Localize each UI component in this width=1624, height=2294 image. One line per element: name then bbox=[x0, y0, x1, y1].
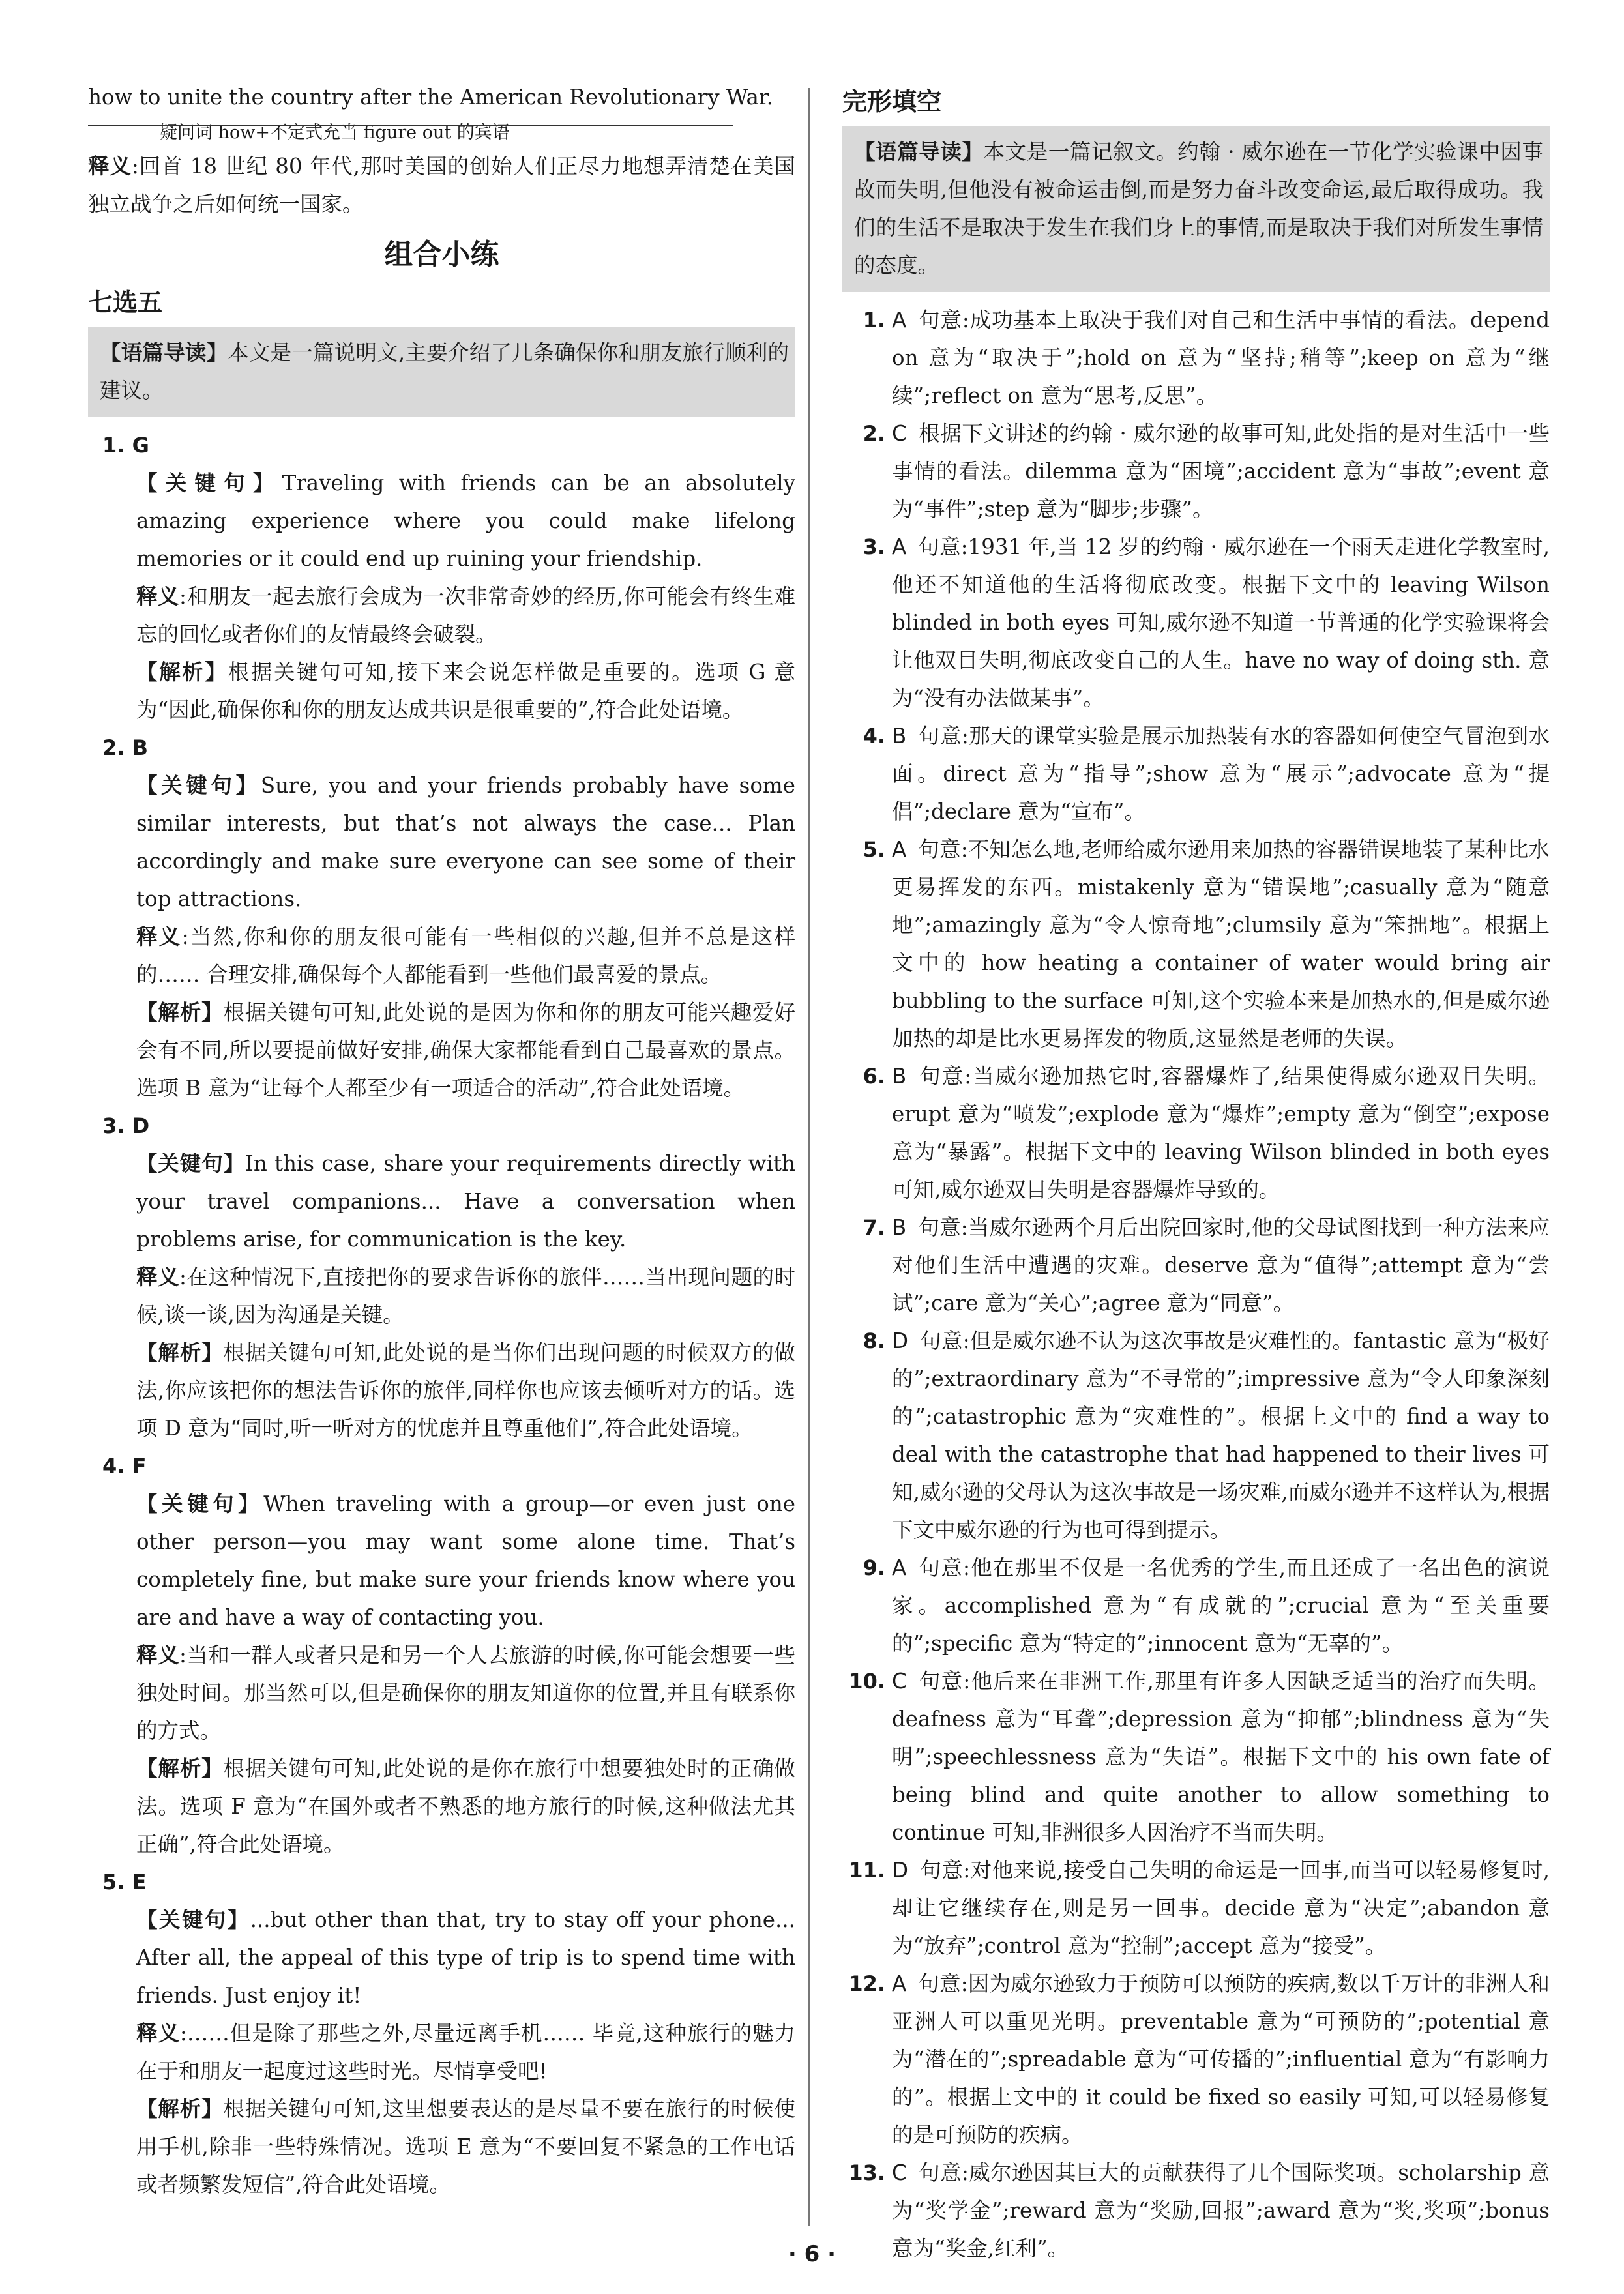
gloss bbox=[136, 2014, 795, 2090]
guide-label: 【语篇导读】 bbox=[100, 340, 228, 365]
gloss-text: :在这种情况下,直接把你的要求告诉你的旅伴……当出现问题的时候,谈一谈,因为沟通是关键。 bbox=[136, 1265, 795, 1327]
cloze-answer-item bbox=[842, 301, 1550, 415]
key-sentence bbox=[136, 1901, 795, 2014]
gloss-text: :当和一群人或者只是和另一个人去旅游的时候,你可能会想要一些独处时间。那当然可以,但是确保你的朋友知道你的位置,并且有联系你的方式。 bbox=[136, 1643, 795, 1743]
explanation-text: 句意:成功基本上取决于我们对自己和生活中事情的看法。depend on 意为“取决于”;hold on 意为“坚持;稍等”;keep on 意为“继续”;reflect on 意为“思考,反思”。 bbox=[892, 308, 1550, 408]
answer-letter: B bbox=[892, 1215, 907, 1240]
cloze-answer-item bbox=[842, 1209, 1550, 1322]
answer-letter: C bbox=[892, 1669, 907, 1694]
explanation-text: 句意:不知怎么地,老师给威尔逊用来加热的容器错误地装了某种比水更易挥发的东西。mistakenly 意为“错误地”;casually 意为“随意地”;amazingly 意为“令人惊奇地”;clumsily 意为“笨拙地”。根据上文中的 how heating a container of water would bring air bubbling to the surface 可知,这个实验本来是加热水的,但是威尔逊加热的却是比水更易挥发的物质,这显然是老师的失误。 bbox=[892, 837, 1550, 1051]
answer-letter: C bbox=[892, 2160, 907, 2185]
answer-item bbox=[88, 1863, 795, 2203]
cloze-answer-item bbox=[842, 1057, 1550, 1209]
cloze-answer-item bbox=[842, 528, 1550, 717]
item-number: 2. bbox=[863, 421, 885, 446]
right-column bbox=[842, 78, 1550, 2267]
key-label: 【关键句】 bbox=[136, 471, 282, 495]
explanation-text: 句意:对他来说,接受自己失明的命运是一回事,而当可以轻易修复时,却让它继续存在,则是另一回事。decide 意为“决定”;abandon 意为“放弃”;control 意为“控制”;accept 意为“接受”。 bbox=[892, 1858, 1550, 1958]
cloze-answer-item bbox=[842, 1662, 1550, 1851]
gloss-label: 释义 bbox=[136, 584, 179, 609]
key-label: 【关键句】 bbox=[136, 1492, 264, 1516]
cloze-answer-item bbox=[842, 1549, 1550, 1662]
analysis bbox=[136, 1334, 795, 1447]
explanation-text: 句意:但是威尔逊不认为这次事故是灾难性的。fantastic 意为“极好的”;extraordinary 意为“不寻常的”;impressive 意为“令人印象深刻的”;catastrophic 意为“灾难性的”。根据上文中的 find a way to deal with the catastrophe that had happened to their lives 可知,威尔逊的父母认为这次事故是一场灾难,而威尔逊并不这样认为,根据下文中威尔逊的行为也可得到提示。 bbox=[892, 1329, 1550, 1542]
answer-letter: A bbox=[892, 1555, 907, 1580]
analysis-text: 根据关键句可知,此处说的是当你们出现问题的时候双方的做法,你应该把你的想法告诉你的旅伴,同样你也应该去倾听对方的话。选项 D 意为“同时,听一听对方的忧虑并且尊重他们”,符合此处语境。 bbox=[136, 1340, 795, 1441]
analysis-label: 【解析】 bbox=[136, 1756, 224, 1781]
answer-item bbox=[88, 1107, 795, 1447]
left-column bbox=[88, 78, 795, 2203]
guide-text: 本文是一篇说明文,主要介绍了几条确保你和朋友旅行顺利的建议。 bbox=[100, 340, 789, 403]
cloze-answer-item bbox=[842, 1322, 1550, 1549]
key-sentence bbox=[136, 1145, 795, 1258]
key-text: In this case, share your requirements directly with your travel companions... Have a conversation when problems arise, for communication is the key. bbox=[136, 1151, 795, 1252]
gloss-label: 释义 bbox=[136, 2021, 180, 2046]
key-sentence bbox=[136, 1485, 795, 1636]
explanation-text: 句意:那天的课堂实验是展示加热装有水的容器如何使空气冒泡到水面。direct 意为“指导”;show 意为“展示”;advocate 意为“提倡”;declare 意为“宣布”。 bbox=[892, 724, 1550, 824]
subsection-title: 七选五 bbox=[88, 288, 163, 317]
explanation-text: 句意:当威尔逊加热它时,容器爆炸了,结果使得威尔逊双目失明。erupt 意为“喷发”;explode 意为“爆炸”;empty 意为“倒空”;expose 意为“暴露”。根据下文中的 leaving Wilson blinded in both eyes 可知,威尔逊双目失明是容器爆炸导致的。 bbox=[892, 1064, 1550, 1202]
analysis-label: 【解析】 bbox=[136, 1000, 224, 1025]
item-number: 12. bbox=[848, 1971, 885, 1996]
answer-letter: C bbox=[892, 421, 907, 446]
key-sentence bbox=[136, 767, 795, 918]
analysis-label: 【解析】 bbox=[136, 660, 228, 684]
cloze-answer-item bbox=[842, 1965, 1550, 2154]
key-sentence bbox=[136, 464, 795, 578]
item-number: 1. G bbox=[102, 433, 149, 458]
cloze-answer-item bbox=[842, 831, 1550, 1057]
answer-letter: B bbox=[892, 724, 907, 748]
reading-guide bbox=[88, 327, 795, 417]
answer-letter: D bbox=[892, 1329, 909, 1353]
item-number: 5. E bbox=[102, 1870, 147, 1894]
explanation-text: 句意:他后来在非洲工作,那里有许多人因缺乏适当的治疗而失明。deafness 意为“耳聋”;depression 意为“抑郁”;blindness 意为“失明”;speechlessness 意为“失语”。根据下文中的 his own fate of being blind and quite another to allow something to continue 可知,非洲很多人因治疗不当而失明。 bbox=[892, 1669, 1550, 1845]
gloss bbox=[136, 578, 795, 653]
answer-item bbox=[88, 729, 795, 1107]
gloss-text: :和朋友一起去旅行会成为一次非常奇妙的经历,你可能会有终生难忘的回忆或者你们的友情最终会破裂。 bbox=[136, 584, 795, 647]
explanation-text: 句意:威尔逊因其巨大的贡献获得了几个国际奖项。scholarship 意为“奖学金”;reward 意为“奖励,回报”;award 意为“奖,奖项”;bonus 意为“奖金,红利”。 bbox=[892, 2160, 1550, 2261]
explanation-text: 句意:他在那里不仅是一名优秀的学生,而且还成了一名出色的演说家。accomplished 意为“有成就的”;crucial 意为“至关重要的”;specific 意为“特定的”;innocent 意为“无辜的”。 bbox=[892, 1555, 1550, 1656]
key-label: 【关键句】 bbox=[136, 1907, 250, 1932]
section-title: 组合小练 bbox=[384, 238, 499, 271]
analysis-text: 根据关键句可知,此处说的是因为你和你的朋友可能兴趣爱好会有不同,所以要提前做好安排,确保大家都能看到自己最喜欢的景点。选项 B 意为“让每个人都至少有一项适合的活动”,符合此处语境。 bbox=[136, 1000, 795, 1100]
answer-letter: A bbox=[892, 535, 907, 559]
key-label: 【关键句】 bbox=[136, 773, 261, 798]
annotation-underline bbox=[88, 116, 795, 119]
key-label: 【关键句】 bbox=[136, 1151, 245, 1176]
item-number: 2. B bbox=[102, 735, 148, 760]
key-text: When traveling with a group—or even just one other person—you may want some alone time. That’s completely fine, but make sure your friends know where you are and have a way of contacting you. bbox=[136, 1492, 795, 1630]
cloze-answer-item bbox=[842, 1851, 1550, 1965]
gloss-label: 释义 bbox=[136, 1643, 179, 1668]
gloss-label: 释义 bbox=[136, 1265, 179, 1289]
item-number: 11. bbox=[848, 1858, 885, 1883]
gloss bbox=[136, 1258, 795, 1334]
intro-line: how to unite the country after the American Revolutionary War. bbox=[88, 85, 774, 110]
key-text: Traveling with friends can be an absolutely amazing experience where you could make lifelong memories or it could end up ruining your friendship. bbox=[136, 471, 795, 571]
page-number: · 6 · bbox=[788, 2241, 836, 2267]
analysis-text: 根据关键句可知,这里想要表达的是尽量不要在旅行的时候使用手机,除非一些特殊情况。选项 E 意为“不要回复不紧急的工作电话或者频繁发短信”,符合此处语境。 bbox=[136, 2096, 795, 2197]
gloss-text: :回首 18 世纪 80 年代,那时美国的创始人们正尽力地想弄清楚在美国独立战争之后如何统一国家。 bbox=[88, 154, 795, 216]
item-number: 4. F bbox=[102, 1454, 147, 1478]
item-number: 13. bbox=[848, 2160, 885, 2185]
subsection-title: 完形填空 bbox=[842, 87, 942, 116]
analysis bbox=[136, 1750, 795, 1863]
answer-item bbox=[88, 426, 795, 729]
gloss bbox=[136, 918, 795, 993]
analysis-label: 【解析】 bbox=[136, 1340, 224, 1365]
explanation-text: 句意:因为威尔逊致力于预防可以预防的疾病,数以千万计的非洲人和亚洲人可以重见光明。preventable 意为“可预防的”;potential 意为“潜在的”;spreadable 意为“可传播的”;influential 意为“有影响力的”。根据上文中的 it could be fixed so easily 可知,可以轻易修复的是可预防的疾病。 bbox=[892, 1971, 1550, 2147]
item-number: 6. bbox=[863, 1064, 885, 1089]
analysis bbox=[136, 653, 795, 729]
analysis bbox=[136, 2090, 795, 2203]
guide-text: 本文是一篇记叙文。约翰 · 威尔逊在一节化学实验课中因事故而失明,但他没有被命运击倒,而是努力奋斗改变命运,最后取得成功。我们的生活不是取决于发生在我们身上的事情,而是取决于我们对所发生事情的态度。 bbox=[854, 140, 1543, 278]
answer-letter: B bbox=[892, 1064, 907, 1089]
gloss-text: :当然,你和你的朋友很可能有一些相似的兴趣,但并不总是这样的…… 合理安排,确保每个人都能看到一些他们最喜爱的景点。 bbox=[136, 924, 795, 987]
item-number: 3. bbox=[863, 535, 885, 559]
item-number: 9. bbox=[863, 1555, 885, 1580]
item-number: 10. bbox=[848, 1669, 885, 1694]
answer-item bbox=[88, 1447, 795, 1863]
explanation-text: 根据下文讲述的约翰 · 威尔逊的故事可知,此处指的是对生活中一些事情的看法。dilemma 意为“困境”;accident 意为“事故”;event 意为“事件”;step 意为“脚步;步骤”。 bbox=[892, 421, 1550, 522]
reading-guide bbox=[842, 126, 1550, 292]
intro-gloss bbox=[88, 147, 795, 223]
analysis-text: 根据关键句可知,接下来会说怎样做是重要的。选项 G 意为“因此,确保你和你的朋友达成共识是很重要的”,符合此处语境。 bbox=[136, 660, 795, 722]
key-text: Sure, you and your friends probably have some similar interests, but that’s not always the case... Plan accordingly and make sure everyone can see some of their top attractions. bbox=[136, 773, 795, 911]
gloss-label: 释义 bbox=[136, 924, 182, 949]
item-number: 7. bbox=[863, 1215, 885, 1240]
analysis-text: 根据关键句可知,此处说的是你在旅行中想要独处时的正确做法。选项 F 意为“在国外或者不熟悉的地方旅行的时候,这种做法尤其正确”,符合此处语境。 bbox=[136, 1756, 795, 1857]
answer-letter: D bbox=[892, 1858, 909, 1883]
gloss bbox=[136, 1636, 795, 1750]
item-number: 4. bbox=[863, 724, 885, 748]
cloze-answer-item bbox=[842, 415, 1550, 528]
cloze-answer-item bbox=[842, 717, 1550, 831]
item-number: 8. bbox=[863, 1329, 885, 1353]
guide-label: 【语篇导读】 bbox=[854, 140, 984, 164]
analysis-label: 【解析】 bbox=[136, 2096, 224, 2121]
answer-letter: A bbox=[892, 837, 907, 862]
gloss-label: 释义 bbox=[88, 154, 132, 179]
item-number: 3. D bbox=[102, 1113, 150, 1138]
answer-letter: A bbox=[892, 1971, 907, 1996]
column-divider bbox=[808, 88, 810, 2226]
key-text: ...but other than that, try to stay off your phone... After all, the appeal of this type of trip is to spend time with friends. Just enjoy it! bbox=[136, 1907, 795, 2008]
grammar-annotation: 疑问词 how+不定式充当 figure out 的宾语 bbox=[160, 123, 510, 143]
analysis bbox=[136, 993, 795, 1107]
explanation-text: 句意:1931 年,当 12 岁的约翰 · 威尔逊在一个雨天走进化学教室时,他还不知道他的生活将彻底改变。根据下文中的 leaving Wilson blinded in both eyes 可知,威尔逊不知道一节普通的化学实验课将会让他双目失明,彻底改变自己的人生。have no way of doing sth. 意为“没有办法做某事”。 bbox=[892, 535, 1550, 711]
explanation-text: 句意:当威尔逊两个月后出院回家时,他的父母试图找到一种方法来应对他们生活中遭遇的灾难。deserve 意为“值得”;attempt 意为“尝试”;care 意为“关心”;agree 意为“同意”。 bbox=[892, 1215, 1550, 1316]
answer-letter: A bbox=[892, 308, 907, 332]
item-number: 1. bbox=[863, 308, 885, 332]
gloss-text: :……但是除了那些之外,尽量远离手机…… 毕竟,这种旅行的魅力在于和朋友一起度过这些时光。尽情享受吧! bbox=[136, 2021, 795, 2083]
item-number: 5. bbox=[863, 837, 885, 862]
